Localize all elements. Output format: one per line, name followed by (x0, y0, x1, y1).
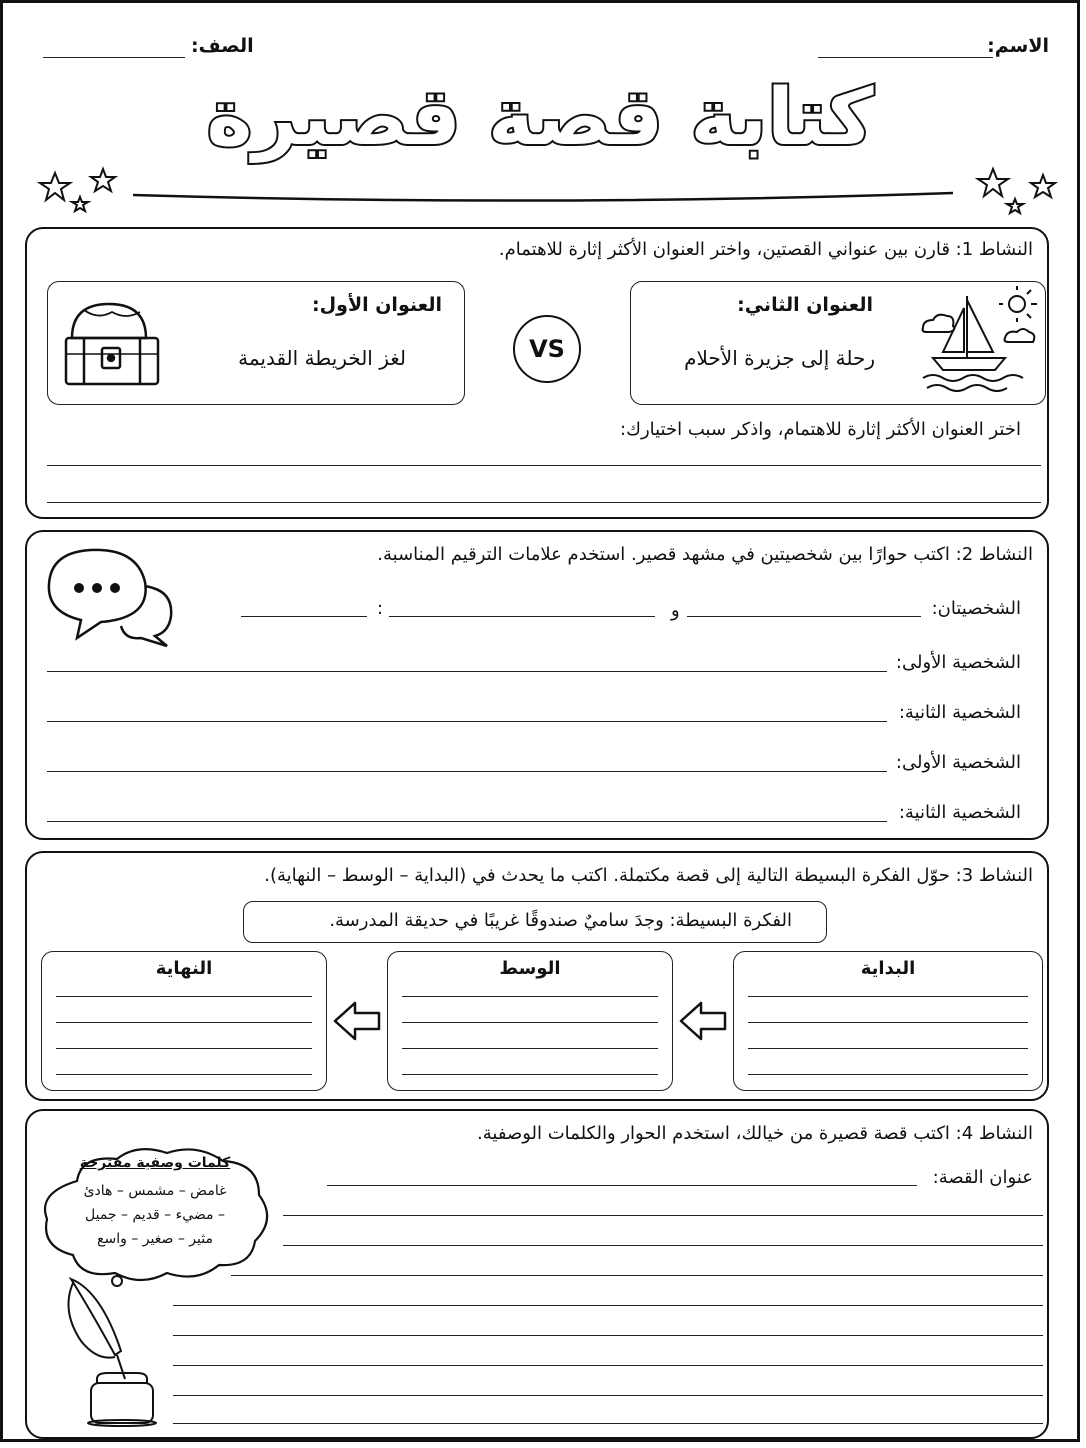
end-heading: النهاية (155, 958, 213, 979)
story-line[interactable] (173, 1365, 1043, 1366)
dialogue-line[interactable] (47, 721, 887, 722)
middle-line[interactable] (402, 1074, 658, 1075)
story-line[interactable] (173, 1335, 1043, 1336)
story-line[interactable] (231, 1275, 1043, 1276)
end-line[interactable] (56, 1074, 312, 1075)
dialogue-row-label: الشخصية الأولى: (895, 752, 1021, 773)
activity-1-instruction: النشاط 1: قارن بين عنواني القصتين، واختر العنوان الأكثر إثارة للاهتمام. (498, 239, 1033, 260)
suggested-words-row: مثير – صغير – واسع (97, 1231, 213, 1247)
characters-label: الشخصيتان: (931, 598, 1021, 619)
character-two-line[interactable] (389, 616, 655, 617)
story-line[interactable] (173, 1305, 1043, 1306)
suggested-words-title: كلمات وصفية مقترحة (79, 1155, 231, 1171)
title-two-card (630, 281, 1046, 405)
dialogue-line[interactable] (47, 821, 887, 822)
answer-line-2[interactable] (47, 502, 1041, 503)
activity-1-section (25, 227, 1049, 519)
story-title-line[interactable] (327, 1185, 917, 1186)
activity-2-section (25, 530, 1049, 840)
activity-1-question: اختر العنوان الأكثر إثارة للاهتمام، واذكر سبب اختيارك: (620, 419, 1021, 440)
middle-line[interactable] (402, 1048, 658, 1049)
activity-2-instruction: النشاط 2: اكتب حوارًا بين شخصيتين في مشهد قصير. استخدم علامات الترقيم المناسبة. (377, 544, 1033, 565)
title-decoration (3, 163, 1083, 223)
middle-line[interactable] (402, 996, 658, 997)
treasure-chest-icon (54, 290, 166, 394)
beginning-heading: البداية (860, 958, 916, 979)
simple-idea-text: الفكرة البسيطة: وجدَ ساميٌ صندوقًا غريبًا في حديقة المدرسة. (329, 910, 792, 931)
story-line[interactable] (283, 1215, 1043, 1216)
middle-heading: الوسط (499, 958, 561, 979)
story-line[interactable] (173, 1395, 1043, 1396)
activity-3-instruction: النشاط 3: حوّل الفكرة البسيطة التالية إلى قصة مكتملة. اكتب ما يحدث في (البداية – الوسط – النهاية). (264, 865, 1033, 886)
activity-4-section (25, 1109, 1049, 1439)
dialogue-row-label: الشخصية الأولى: (895, 652, 1021, 673)
answer-line-1[interactable] (47, 465, 1041, 466)
simple-idea-box (243, 901, 827, 943)
character-one-line[interactable] (687, 616, 921, 617)
middle-line[interactable] (402, 1022, 658, 1023)
class-label: الصف: (191, 35, 254, 57)
end-line[interactable] (56, 996, 312, 997)
dialogue-row-label: الشخصية الثانية: (898, 702, 1021, 723)
story-title-label: عنوان القصة: (932, 1167, 1033, 1188)
middle-box (387, 951, 673, 1091)
story-line[interactable] (173, 1423, 1043, 1424)
suggested-words-row: غامض – مشمس – هادئ (83, 1183, 227, 1199)
scene-line[interactable] (241, 616, 367, 617)
dialogue-row-label: الشخصية الثانية: (898, 802, 1021, 823)
suggested-words-row: – مضيء – قديم – جميل (85, 1207, 225, 1223)
colon-text: : (377, 598, 384, 619)
beginning-line[interactable] (748, 1022, 1028, 1023)
speech-bubble-icon (41, 542, 181, 652)
dialogue-line[interactable] (47, 771, 887, 772)
name-line[interactable] (818, 57, 993, 58)
vs-badge: VS (513, 315, 581, 383)
sailboat-icon (919, 286, 1041, 398)
activity-3-section (25, 851, 1049, 1101)
story-line[interactable] (283, 1245, 1043, 1246)
end-line[interactable] (56, 1048, 312, 1049)
activity-4-instruction: النشاط 4: اكتب قصة قصيرة من خيالك، استخدم الحوار والكلمات الوصفية. (477, 1123, 1033, 1144)
end-line[interactable] (56, 1022, 312, 1023)
title-one-text: لغز الخريطة القديمة (238, 346, 406, 370)
beginning-line[interactable] (748, 996, 1028, 997)
and-text: و (671, 600, 680, 621)
star-icon (40, 169, 1055, 213)
class-line[interactable] (43, 57, 185, 58)
arrow-left-icon (677, 999, 729, 1043)
name-label: الاسم: (987, 35, 1049, 57)
dialogue-line[interactable] (47, 671, 887, 672)
title-two-label: العنوان الثاني: (737, 294, 873, 316)
beginning-box (733, 951, 1043, 1091)
title-two-text: رحلة إلى جزيرة الأحلام (684, 346, 875, 370)
swoosh-line (133, 193, 953, 201)
title-one-label: العنوان الأول: (312, 294, 442, 316)
beginning-line[interactable] (748, 1074, 1028, 1075)
page-title: كتابة قصة قصيرة (206, 73, 874, 163)
beginning-line[interactable] (748, 1048, 1028, 1049)
quill-ink-icon (51, 1271, 171, 1431)
title-one-card (47, 281, 465, 405)
arrow-left-icon (331, 999, 383, 1043)
end-box (41, 951, 327, 1091)
